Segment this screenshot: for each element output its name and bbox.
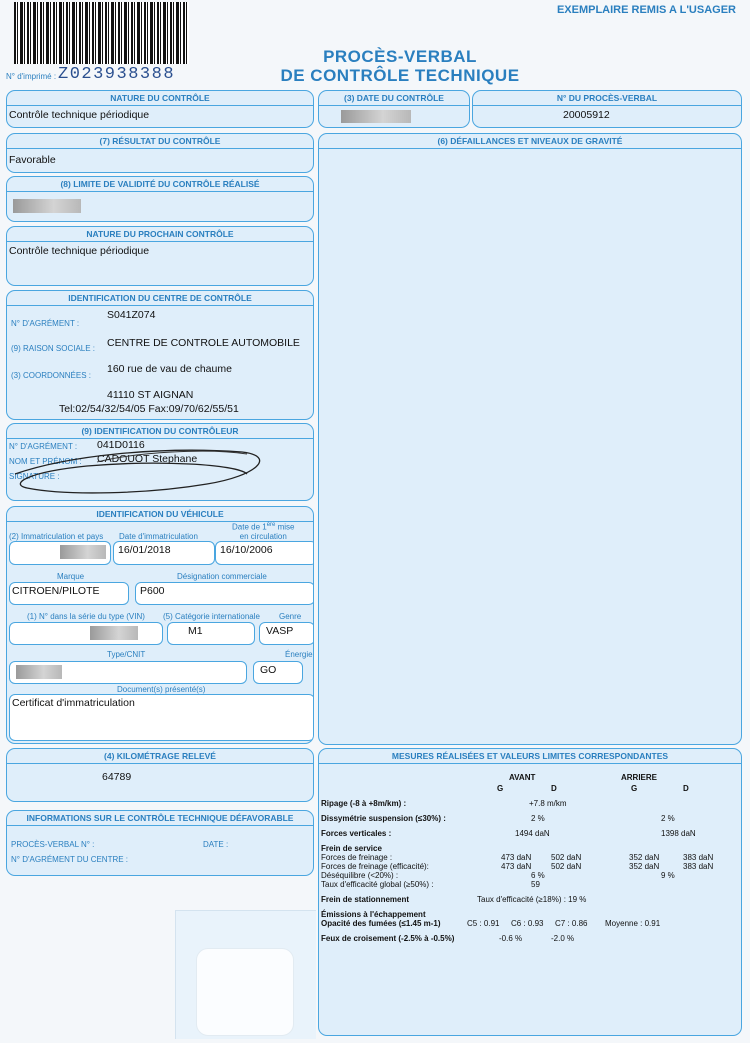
centre-raison-label: (9) RAISON SOCIALE :	[11, 344, 96, 353]
ripage-label: Ripage (-8 à +8m/km) :	[321, 799, 407, 808]
defavorable-pv-label: PROCÈS-VERBAL N° :	[11, 840, 95, 849]
ff-ar-g: 352 daN	[629, 853, 660, 862]
date-immat-value: 16/01/2018	[118, 544, 171, 556]
feux-2: -2.0 %	[551, 934, 575, 943]
energie-value: GO	[260, 664, 277, 676]
emissions-label: Émissions à l'échappement	[321, 910, 426, 919]
arriere-g: G	[631, 784, 638, 793]
dissy-ar: 2 %	[661, 814, 675, 823]
taux-global-value: 59	[531, 880, 540, 889]
centre-phone: Tel:02/54/32/54/05 Fax:09/70/62/55/51	[59, 403, 239, 415]
defavorable-panel	[6, 810, 314, 876]
ffe-ar-d: 383 daN	[683, 862, 714, 871]
genre-value: VASP	[266, 625, 294, 637]
pv-number-value: 20005912	[563, 109, 610, 121]
centre-address1: 160 rue de vau de chaume	[107, 363, 232, 375]
taux-global-label: Taux d'efficacité global (≥50%) :	[321, 880, 434, 889]
avant-d: D	[551, 784, 557, 793]
kilometrage-header: (4) KILOMÉTRAGE RELEVÉ	[7, 749, 313, 764]
arriere-d: D	[683, 784, 689, 793]
limite-panel	[6, 176, 314, 222]
nature-value: Contrôle technique périodique	[9, 109, 150, 121]
centre-address2: 41110 ST AIGNAN	[107, 389, 194, 401]
vin-label: (1) N° dans la série du type (VIN)	[27, 612, 145, 621]
title-line2: DE CONTRÔLE TECHNIQUE	[280, 66, 520, 85]
c5-value: C5 : 0.91	[467, 919, 500, 928]
energie-box	[253, 661, 303, 684]
controleur-agrement: 041D0116	[97, 439, 145, 451]
centre-agrement-label: N° D'AGRÉMENT :	[11, 319, 80, 328]
signature-drawing	[7, 434, 313, 500]
categorie-box	[167, 622, 255, 645]
type-box	[9, 661, 247, 684]
nature-header: NATURE DU CONTRÔLE	[7, 91, 313, 106]
controleur-agrement-label: N° D'AGRÉMENT :	[9, 442, 78, 451]
forces-v-ar: 1398 daN	[661, 829, 696, 838]
c6-value: C6 : 0.93	[511, 919, 544, 928]
vin-redacted	[90, 626, 138, 640]
moyenne-value: Moyenne : 0.91	[605, 919, 661, 928]
top-label: EXEMPLAIRE REMIS A L'USAGER	[556, 4, 736, 16]
prochain-panel	[6, 226, 314, 286]
forces-v-av: 1494 daN	[515, 829, 550, 838]
resultat-value: Favorable	[9, 154, 56, 166]
controleur-signature-label: SIGNATURE :	[9, 472, 60, 481]
marque-value: CITROEN/PILOTE	[12, 585, 100, 597]
ffe-ar-g: 352 daN	[629, 862, 660, 871]
categorie-label: (5) Catégorie internationale	[163, 612, 260, 621]
vehicule-header: IDENTIFICATION DU VÉHICULE	[7, 507, 313, 522]
ff-label: Forces de freinage :	[321, 853, 393, 862]
centre-panel	[6, 290, 314, 420]
type-label: Type/CNIT	[107, 650, 146, 659]
opacite-label: Opacité des fumées (≤1.45 m-1)	[321, 919, 441, 928]
designation-label: Désignation commerciale	[177, 572, 267, 581]
designation-value: P600	[140, 585, 165, 597]
centre-header: IDENTIFICATION DU CENTRE DE CONTRÔLE	[7, 291, 313, 306]
frein-stat-value: Taux d'efficacité (≥18%) : 19 %	[477, 895, 587, 904]
defavorable-agrement-label: N° D'AGRÉMENT DU CENTRE :	[11, 855, 129, 864]
feux-label: Feux de croisement (-2.5% à -0.5%)	[321, 934, 455, 943]
controleur-nom-label: NOM ET PRÉNOM :	[9, 457, 82, 466]
marque-label: Marque	[57, 572, 85, 581]
date-controle-header: (3) DATE DU CONTRÔLE	[319, 91, 469, 106]
forces-v-label: Forces verticales :	[321, 829, 392, 838]
marque-box	[9, 582, 129, 605]
controleur-header: (9) IDENTIFICATION DU CONTRÔLEUR	[7, 424, 313, 439]
genre-label: Genre	[279, 612, 302, 621]
avant-label: AVANT	[509, 773, 536, 782]
ffe-label: Forces de freinage (efficacité):	[321, 862, 429, 871]
controleur-nom: CADOUOT Stephane	[97, 453, 198, 465]
prochain-value: Contrôle technique périodique	[9, 245, 150, 257]
arriere-label: ARRIERE	[621, 773, 658, 782]
c7-value: C7 : 0.86	[555, 919, 588, 928]
deseq-av: 6 %	[531, 871, 545, 880]
energie-label: Énergie	[285, 650, 313, 659]
dissy-label: Dissymétrie suspension (≤30%) :	[321, 814, 446, 823]
categorie-value: M1	[188, 625, 203, 637]
limite-header: (8) LIMITE DE VALIDITÉ DU CONTRÔLE RÉALISÉ	[7, 177, 313, 192]
centre-raison: CENTRE DE CONTROLE AUTOMOBILE	[107, 337, 300, 349]
immat-redacted	[60, 545, 106, 559]
ffe-av-d: 502 daN	[551, 862, 582, 871]
centre-agrement: S041Z074	[107, 309, 156, 321]
prochain-header: NATURE DU PROCHAIN CONTRÔLE	[7, 227, 313, 242]
kilometrage-panel	[6, 748, 314, 802]
date-controle-redacted	[341, 110, 411, 123]
date-mise-label-c: en circulation	[239, 531, 287, 541]
defaillances-header: (6) DÉFAILLANCES ET NIVEAUX DE GRAVITÉ	[319, 134, 741, 149]
pv-number-panel	[472, 90, 742, 128]
genre-box	[259, 622, 314, 645]
ffe-av-g: 473 daN	[501, 862, 532, 871]
avant-g: G	[497, 784, 504, 793]
documents-value: Certificat d'immatriculation	[12, 697, 135, 709]
title-line1: PROCÈS-VERBAL	[323, 47, 477, 66]
designation-box	[135, 582, 314, 605]
feux-1: -0.6 %	[499, 934, 523, 943]
immat-box	[9, 541, 111, 565]
date-mise-label	[232, 522, 295, 541]
defavorable-date-label: DATE :	[203, 840, 229, 849]
sticker-window	[196, 948, 294, 1036]
resultat-header: (7) RÉSULTAT DU CONTRÔLE	[7, 134, 313, 149]
date-mise-label-b: mise	[275, 522, 295, 532]
type-redacted	[16, 665, 62, 679]
kilometrage-value: 64789	[102, 771, 132, 783]
controleur-panel	[6, 423, 314, 501]
date-mise-sup: ère	[266, 522, 276, 528]
mesures-panel	[318, 748, 742, 1036]
documents-box	[9, 694, 314, 741]
immat-label: (2) Immatriculation et pays	[9, 532, 104, 541]
date-immat-box	[113, 541, 215, 565]
date-controle-panel	[318, 90, 470, 128]
ff-av-d: 502 daN	[551, 853, 582, 862]
imprime-label: N° d'imprimé :	[6, 72, 57, 81]
pv-number-header: N° DU PROCÈS-VERBAL	[473, 91, 741, 106]
defaillances-panel	[318, 133, 742, 745]
centre-coord-label: (3) COORDONNÉES :	[11, 371, 92, 380]
mesures-header: MESURES RÉALISÉES ET VALEURS LIMITES CORRESPONDANTES	[319, 749, 741, 764]
deseq-ar: 9 %	[661, 871, 675, 880]
vin-box	[9, 622, 163, 645]
date-mise-box	[215, 541, 314, 565]
vehicule-panel	[6, 506, 314, 744]
date-mise-label-a: Date de 1	[232, 522, 267, 532]
documents-label: Document(s) présenté(s)	[117, 685, 206, 694]
date-immat-label: Date d'immatriculation	[119, 532, 198, 541]
ripage-value: +7.8 m/km	[529, 799, 567, 808]
dissy-av: 2 %	[531, 814, 545, 823]
resultat-panel	[6, 133, 314, 173]
frein-service-label: Frein de service	[321, 844, 382, 853]
frein-stat-label: Frein de stationnement	[321, 895, 410, 904]
deseq-label: Déséquilibre (<20%) :	[321, 871, 399, 880]
nature-panel	[6, 90, 314, 128]
defavorable-header: INFORMATIONS SUR LE CONTRÔLE TECHNIQUE DÉFAVORABLE	[7, 811, 313, 826]
date-mise-value: 16/10/2006	[220, 544, 273, 556]
imprime-number: Z023938388	[58, 65, 176, 84]
limite-redacted	[13, 199, 81, 213]
barcode	[14, 2, 189, 64]
ff-ar-d: 383 daN	[683, 853, 714, 862]
ff-av-g: 473 daN	[501, 853, 532, 862]
